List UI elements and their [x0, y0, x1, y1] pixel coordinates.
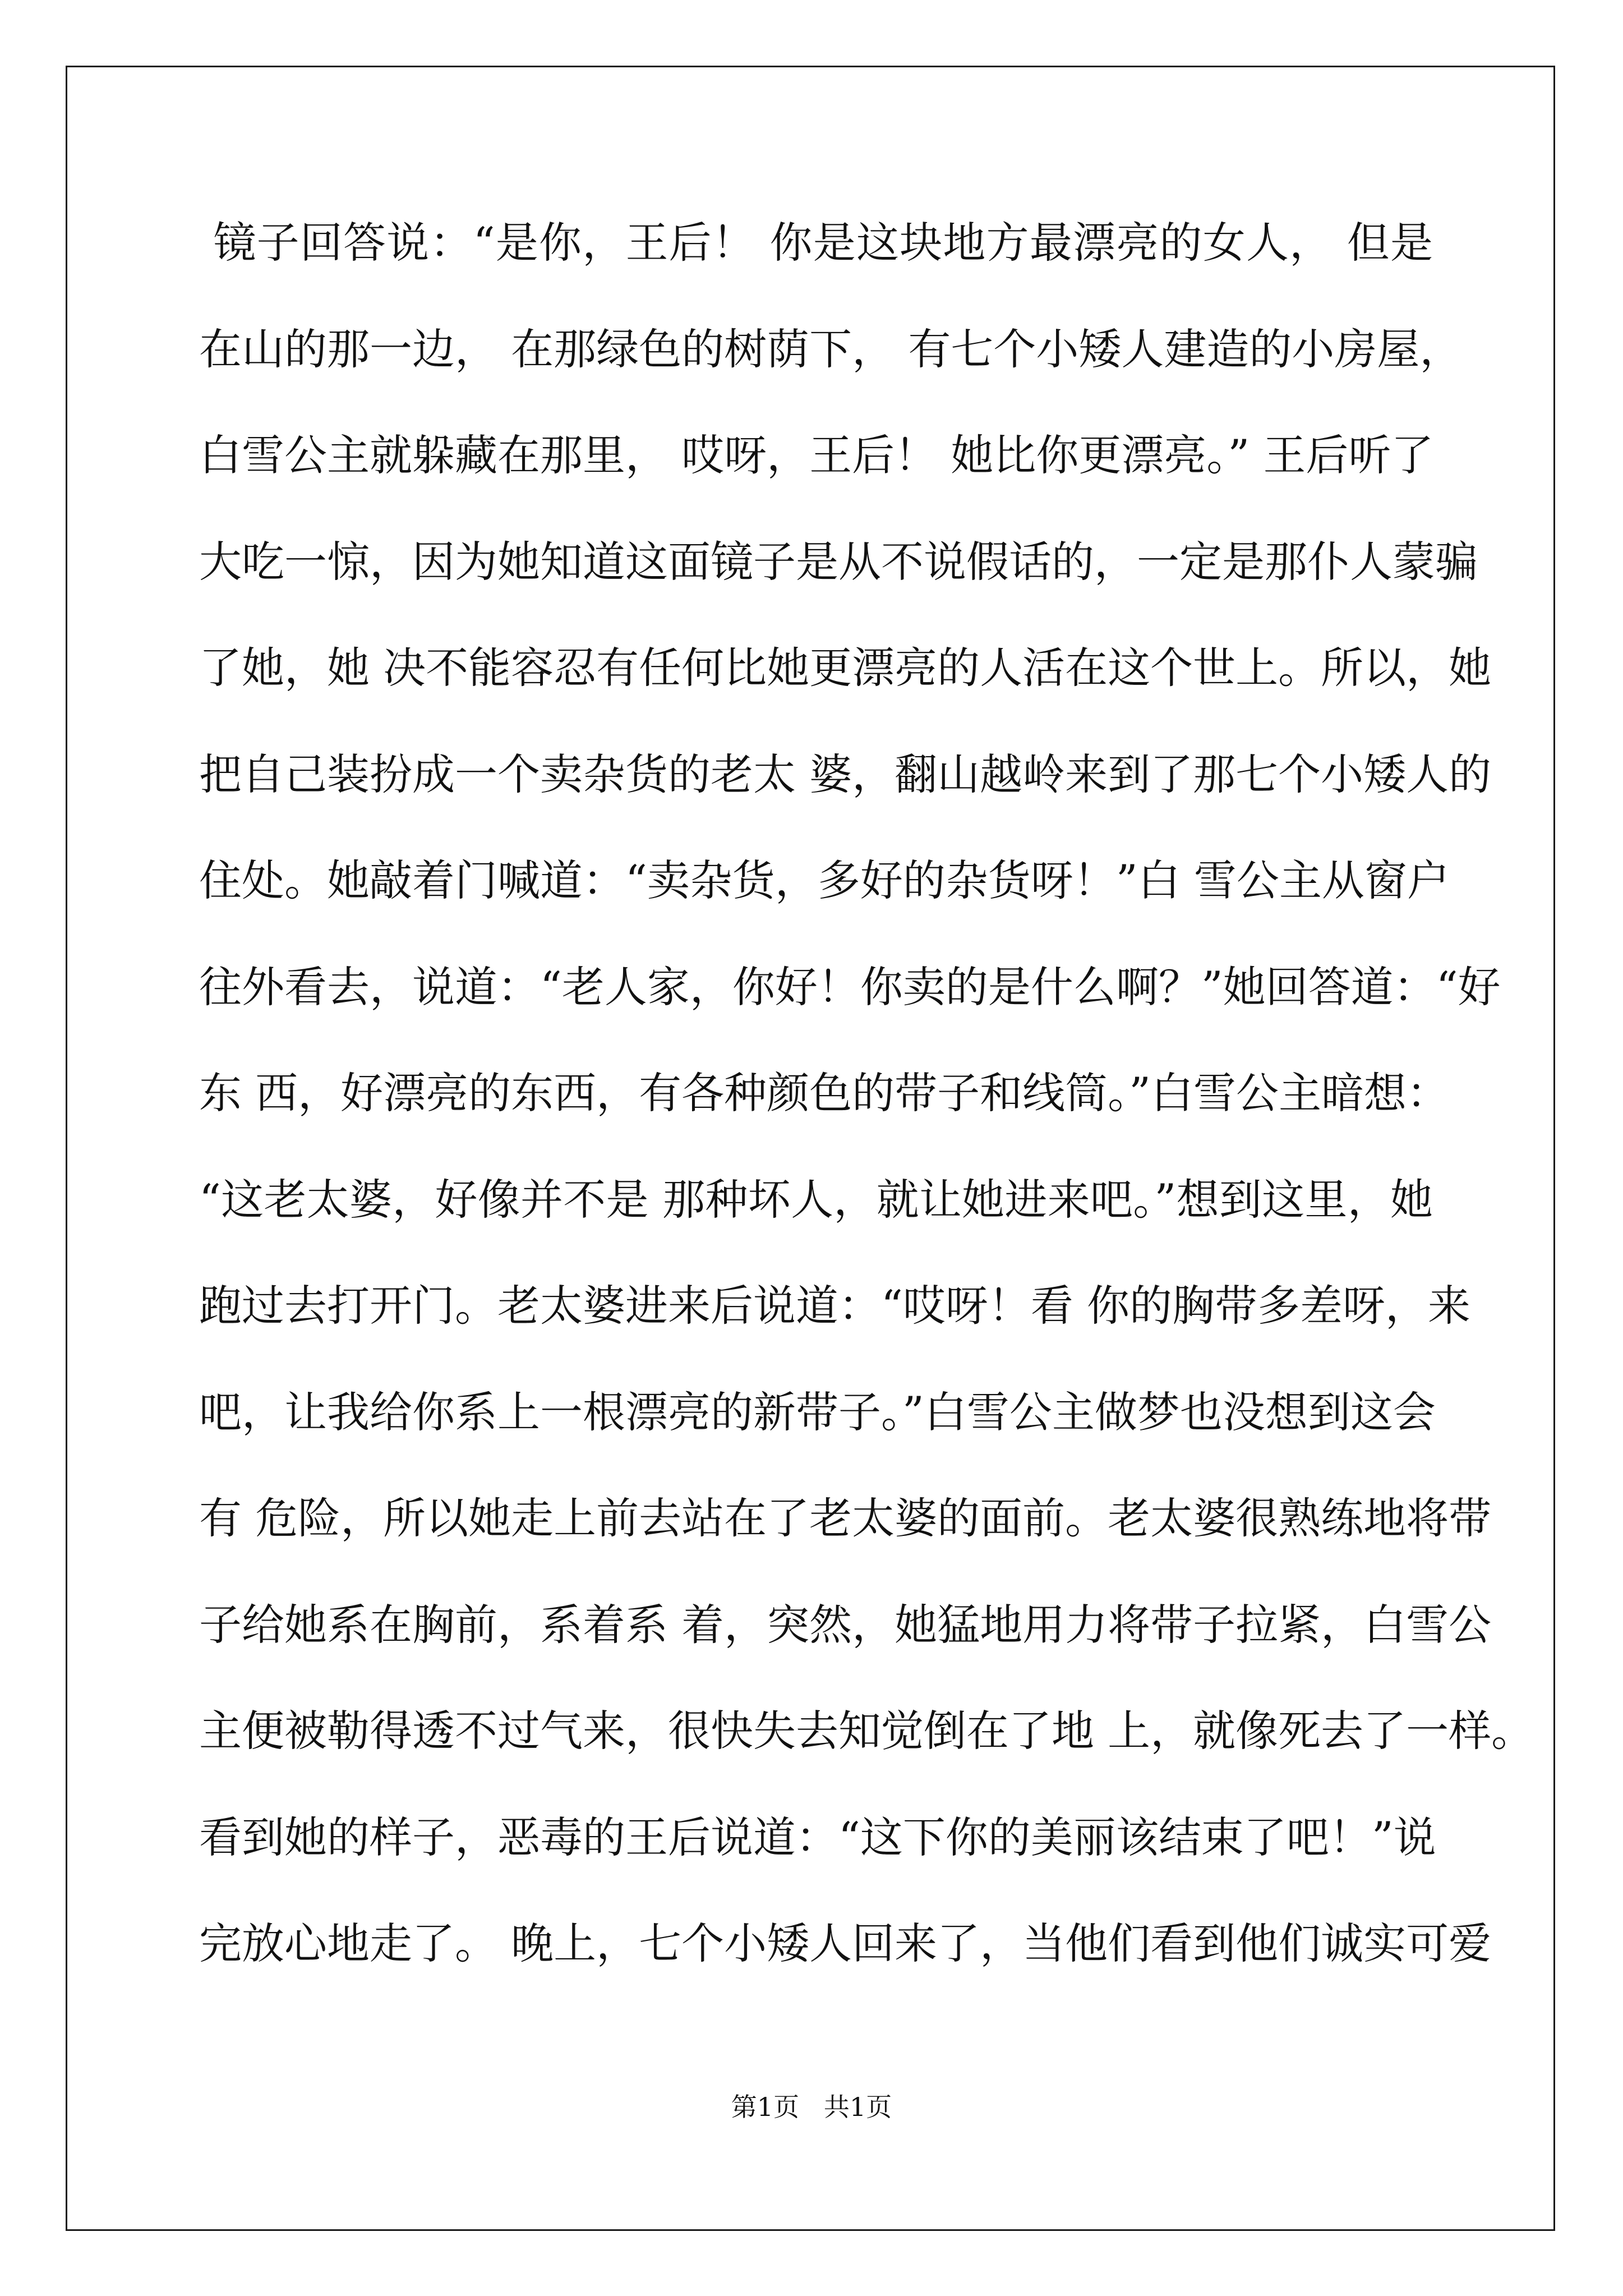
- text-line: 东 西，好漂亮的东西，有各种颜色的带子和线筒。”白雪公主暗想：: [199, 1068, 1450, 1118]
- text-line: 跑过去打开门。老太婆进来后说道：“哎呀！看 你的胸带多差呀，来: [199, 1281, 1471, 1331]
- text-line: 在山的那一边， 在那绿色的树荫下， 有七个小矮人建造的小房屋，: [199, 324, 1463, 374]
- text-line: 有 危险，所以她走上前去站在了老太婆的面前。老太婆很熟练地将带: [199, 1493, 1492, 1543]
- text-line: 主便被勒得透不过气来，很快失去知觉倒在了地 上，就像死去了一样。: [199, 1706, 1534, 1756]
- text-line: 住处。她敲着门喊道：“卖杂货，多好的杂货呀！”白 雪公主从窗户: [199, 855, 1450, 905]
- text-line: 往外看去，说道：“老人家，你好！你卖的是什么啊？”她回答道：“好: [199, 961, 1501, 1012]
- body-text: [199, 209, 1534, 2017]
- text-line: 镜子回答说：“是你，王后！ 你是这块地方最漂亮的女人， 但是: [199, 218, 1433, 268]
- text-line: 看到她的样子，恶毒的王后说道：“这下你的美丽该结束了吧！”说: [199, 1812, 1436, 1862]
- text-line: 大吃一惊，因为她知道这面镜子是从不说假话的，一定是那仆人蒙骗: [199, 536, 1478, 587]
- text-line: 白雪公主就躲藏在那里， 哎呀，王后！ 她比你更漂亮。” 王后听了: [199, 430, 1434, 480]
- text-line: 吧，让我给你系上一根漂亮的新带子。”白雪公主做梦也没想到这会: [199, 1387, 1436, 1437]
- text-line: 子给她系在胸前，系着系 着，突然，她猛地用力将带子拉紧，白雪公: [199, 1599, 1492, 1650]
- text-line: 把自己装扮成一个卖杂货的老太 婆，翻山越岭来到了那七个小矮人的: [199, 749, 1492, 799]
- page-number: 第1页 共1页: [731, 2092, 892, 2122]
- text-line: 了她，她 决不能容忍有任何比她更漂亮的人活在这个世上。所以，她: [199, 643, 1492, 693]
- text-line: 完放心地走了。 晚上，七个小矮人回来了，当他们看到他们诚实可爱: [199, 1918, 1492, 1968]
- text-line: “这老太婆，好像并不是 那种坏人，就让她进来吧。”想到这里，她: [199, 1174, 1433, 1225]
